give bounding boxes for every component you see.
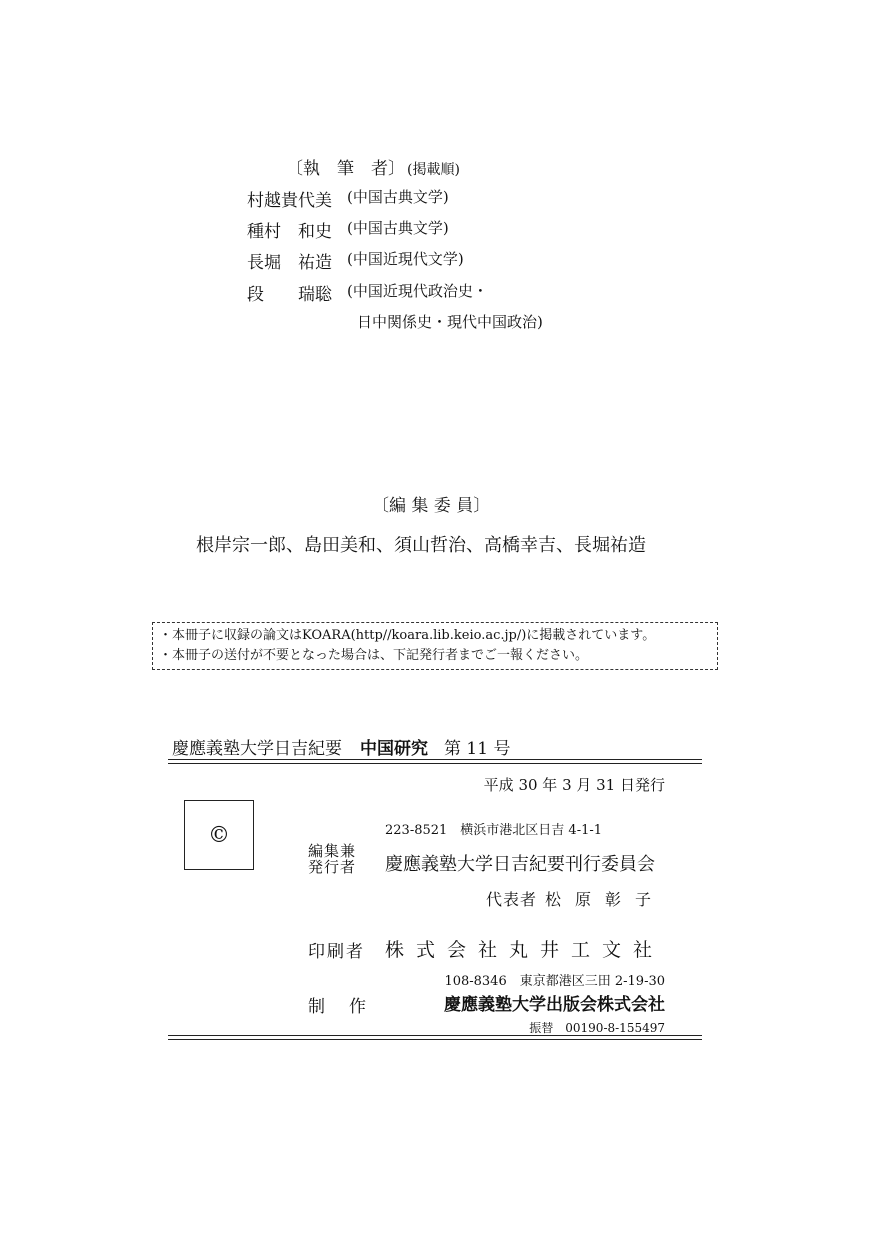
publisher-name: 慶應義塾大学日吉紀要刊行委員会 (385, 854, 655, 875)
contributor-affiliation: (中国近現代文学) (347, 250, 464, 268)
contributor-row (247, 186, 449, 211)
divider (168, 759, 702, 760)
editors-heading: 〔編 集 委 員〕 (372, 496, 491, 516)
editors-list: 根岸宗一郎、島田美和、須山哲治、高橋幸吉、長堀祐造 (196, 535, 646, 556)
contributor-name: 種村 和史 (247, 222, 332, 242)
representative (486, 887, 665, 910)
producer-label: 制作 (308, 997, 390, 1017)
contributors-title: 〔執 筆 者〕 (286, 159, 405, 179)
publisher-label (308, 843, 356, 875)
divider (168, 763, 702, 764)
transfer-account: 振替 00190-8-155497 (529, 1021, 665, 1035)
printer-label: 印刷者 (308, 942, 365, 962)
notice-box (152, 622, 718, 670)
divider (168, 1039, 702, 1040)
publication-date: 平成 30 年 3 月 31 日発行 (483, 776, 665, 794)
producer-address: 108-8346 東京都港区三田 2-19-30 (444, 974, 665, 989)
contributor-row (247, 280, 488, 305)
representative-name: 松原彰子 (544, 890, 665, 909)
journal-prefix: 慶應義塾大学日吉紀要 (172, 739, 342, 759)
contributor-row (247, 217, 449, 242)
contributor-row (247, 248, 464, 273)
producer-name: 慶應義塾大学出版会株式会社 (444, 995, 665, 1015)
contributor-affiliation: (中国近現代政治史・ (347, 282, 488, 300)
notice-line: ・本冊子に収録の論文はKOARA(http//koara.lib.keio.ac.jp/)に掲載されています。 (159, 628, 656, 643)
contributor-affiliation: (中国古典文学) (347, 219, 449, 237)
contributor-name: 段 瑞聡 (247, 285, 332, 305)
publisher-label-line: 発行者 (308, 858, 357, 876)
order-note: (掲載順) (407, 162, 460, 178)
notice-line: ・本冊子の送付が不要となった場合は、下記発行者までご一報ください。 (159, 648, 589, 663)
contributor-name: 村越貴代美 (247, 191, 332, 211)
copyright-icon: © (184, 800, 254, 870)
contributor-name: 長堀 祐造 (247, 253, 332, 273)
issue-number: 第 11 号 (444, 739, 511, 759)
contributor-affiliation-continued: 日中関係史・現代中国政治) (357, 313, 543, 331)
representative-label: 代表者 (485, 890, 537, 909)
divider (168, 1035, 702, 1036)
printer-name: 株式会社丸井工文社 (385, 939, 665, 961)
contributor-affiliation: (中国古典文学) (347, 188, 449, 206)
publisher-label-line: 編集兼 (308, 842, 357, 860)
contributors-heading (286, 154, 460, 179)
journal-title (172, 734, 510, 759)
publisher-address: 223-8521 横浜市港北区日吉 4-1-1 (385, 823, 603, 838)
series-title: 中国研究 (360, 739, 428, 759)
